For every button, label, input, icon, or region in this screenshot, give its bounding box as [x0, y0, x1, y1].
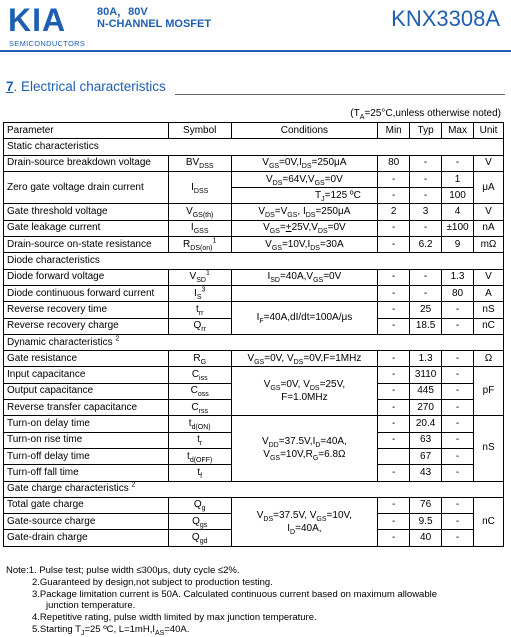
unit-cell: V [474, 155, 504, 171]
symbol-cell: $Q_{gd}$ [168, 530, 231, 546]
company-logo-subtitle: SEMICONDUCTORS [9, 39, 86, 48]
symbol-cell: $Q_{gs}$ [168, 514, 231, 530]
typ-cell: 3 [410, 204, 442, 220]
min-cell: - [378, 432, 410, 448]
max-cell: - [442, 318, 474, 334]
typ-cell: 9.5 [410, 514, 442, 530]
typ-cell: 40 [410, 530, 442, 546]
condition-cell: $V_{DD}=37.5V,I_D=40A$, $V_{GS}=10V,R_G=6.8\Omega$ [231, 416, 378, 481]
unit-cell: A [474, 285, 504, 301]
min-cell: - [378, 497, 410, 513]
typ-cell: 445 [410, 383, 442, 399]
max-cell: 1.3 [442, 269, 474, 285]
section-title: . Electrical characteristics [13, 79, 166, 94]
unit-cell: mΩ [474, 237, 504, 253]
max-cell: - [442, 367, 474, 383]
table-row [4, 497, 504, 513]
param-cell: Gate leakage current [4, 220, 169, 236]
max-cell: - [442, 416, 474, 432]
footnote-ref: 1 [205, 269, 210, 277]
param-cell: Turn-off delay time [4, 448, 169, 464]
unit-cell: nS [474, 416, 504, 481]
param-cell: Total gate charge [4, 497, 169, 513]
device-type: N-CHANNEL MOSFET [97, 18, 212, 30]
max-cell: - [442, 465, 474, 481]
typ-cell: 67 [410, 448, 442, 464]
param-cell: Turn-off fall time [4, 465, 169, 481]
symbol-cell: $BV_{DSS}$ [168, 155, 231, 171]
min-cell: - [378, 351, 410, 367]
symbol-cell: $V_{SD}^1$ [168, 269, 231, 285]
section-row-diode [4, 253, 504, 269]
unit-cell: V [474, 204, 504, 220]
condition-cell: $V_{GS}=0V,I_{DS}=250\mu A$ [231, 155, 378, 171]
condition-cell [231, 285, 378, 301]
unit-cell: nC [474, 497, 504, 546]
max-cell: - [442, 383, 474, 399]
typ-cell: 25 [410, 302, 442, 318]
symbol-cell: $C_{iss}$ [168, 367, 231, 383]
condition-cell: $V_{GS}=10V,I_{DS}=30A$ [231, 237, 378, 253]
table-row [4, 302, 504, 318]
section-number: 7 [6, 79, 14, 94]
table-row [4, 416, 504, 432]
condition-cell: $V_{DS}=64V,V_{GS}=0V$ [231, 171, 378, 187]
min-cell [378, 448, 410, 464]
typ-cell: 1.3 [410, 351, 442, 367]
min-cell: - [378, 188, 410, 204]
table-row [4, 367, 504, 383]
param-cell: Gate resistance [4, 351, 169, 367]
header-symbol: Symbol [168, 123, 231, 139]
section-divider [175, 94, 505, 95]
param-cell: Output capacitance [4, 383, 169, 399]
max-cell: - [442, 530, 474, 546]
typ-cell: - [410, 220, 442, 236]
part-number: KNX3308A [391, 6, 500, 31]
section-row-dynamic [4, 334, 504, 350]
min-cell: - [378, 514, 410, 530]
param-cell: Reverse recovery charge [4, 318, 169, 334]
min-cell: - [378, 285, 410, 301]
symbol-cell: $t_{rr}$ [168, 302, 231, 318]
diode-title: Diode characteristics [4, 253, 504, 269]
param-cell: Gate threshold voltage [4, 204, 169, 220]
note-4: 4.Repetitive rating, pulse width limited by max junction temperature. [32, 612, 317, 624]
header-unit: Unit [474, 123, 504, 139]
condition-cell: $I_{SD}=40A,V_{GS}=0V$ [231, 269, 378, 285]
header-min: Min [378, 123, 410, 139]
condition-cell: $V_{GS}=0V$, $V_{DS}=0V,F=1MHz$ [231, 351, 378, 367]
typ-cell: - [410, 188, 442, 204]
max-cell: - [442, 448, 474, 464]
param-cell: Reverse transfer capacitance [4, 400, 169, 416]
gate-title-cell [4, 481, 504, 497]
min-cell: - [378, 416, 410, 432]
unit-cell: pF [474, 367, 504, 416]
unit-cell: nA [474, 220, 504, 236]
typ-cell: 3110 [410, 367, 442, 383]
typ-cell: 6.2 [410, 237, 442, 253]
unit-cell: V [474, 269, 504, 285]
typ-cell: 18.5 [410, 318, 442, 334]
min-cell: - [378, 318, 410, 334]
max-cell: 9 [442, 237, 474, 253]
param-cell: Gate-source charge [4, 514, 169, 530]
max-cell: - [442, 400, 474, 416]
footnote-ref: 1 [212, 237, 217, 245]
table-row [4, 204, 504, 220]
typ-cell: - [410, 269, 442, 285]
symbol-cell: $Q_g$ [168, 497, 231, 513]
header-rule [0, 50, 511, 52]
header-conditions: Conditions [231, 123, 378, 139]
condition-cell: $T_J=125$ ºC [231, 188, 378, 204]
page-header [0, 0, 511, 52]
rating-line: 80A，80V [97, 6, 148, 18]
max-cell: 100 [442, 188, 474, 204]
table-row [4, 155, 504, 171]
max-cell: ±100 [442, 220, 474, 236]
symbol-cell: $I_S^3$ [168, 285, 231, 301]
unit-cell: Ω [474, 351, 504, 367]
symbol-cell: $C_{oss}$ [168, 383, 231, 399]
header-typ: Typ [410, 123, 442, 139]
gate-title: Gate charge characteristics [7, 483, 129, 495]
symbol-cell: $R_{DS(on)}^1$ [168, 237, 231, 253]
param-cell: Diode forward voltage [4, 269, 169, 285]
electrical-characteristics-table [3, 122, 504, 547]
typ-cell: 43 [410, 465, 442, 481]
min-cell: - [378, 465, 410, 481]
symbol-cell: $t_r$ [168, 432, 231, 448]
param-cell: Turn-on delay time [4, 416, 169, 432]
condition-cell: $I_F=40A,dI/dt=100A/\mu s$ [231, 302, 378, 335]
param-cell: Reverse recovery time [4, 302, 169, 318]
condition-cell: $V_{GS}=0V$, $V_{DS}=25V$, F=1.0MHz [231, 367, 378, 416]
symbol-cell: $Q_{rr}$ [168, 318, 231, 334]
min-cell: - [378, 383, 410, 399]
static-title: Static characteristics [4, 139, 504, 155]
symbol-cell: $C_{rss}$ [168, 400, 231, 416]
typ-cell: - [410, 285, 442, 301]
note-1: Note:1. Pulse test; pulse width ≤300μs, duty cycle ≤2%. [6, 565, 240, 576]
company-logo: KIA [8, 2, 67, 38]
typ-cell: 270 [410, 400, 442, 416]
typ-cell: - [410, 171, 442, 187]
table-row [4, 220, 504, 236]
param-cell: Turn-on rise time [4, 432, 169, 448]
symbol-cell: $I_{DSS}$ [168, 171, 231, 204]
condition-cell: $V_{DS}=37.5V$, $V_{GS}=10V$, $I_D=40A$, [231, 497, 378, 546]
max-cell: - [442, 351, 474, 367]
dynamic-title-cell [4, 334, 504, 350]
max-cell: - [442, 155, 474, 171]
min-cell: - [378, 237, 410, 253]
test-condition-note: ($T_A=25^\circ C,unless$ otherwise noted) [350, 108, 501, 121]
min-cell: - [378, 302, 410, 318]
max-cell: - [442, 514, 474, 530]
max-cell: - [442, 302, 474, 318]
min-cell: - [378, 269, 410, 285]
unit-cell: nC [474, 318, 504, 334]
max-cell: - [442, 497, 474, 513]
typ-cell: 76 [410, 497, 442, 513]
note-5: 5.Starting $T_J=25$ ºC, $L=1mH,I_{AS}=40A$. [32, 623, 190, 637]
table-row [4, 351, 504, 367]
table-row [4, 285, 504, 301]
note-3-cont: junction temperature. [46, 600, 136, 612]
param-cell: Drain-source on-state resistance [4, 237, 169, 253]
dynamic-title: Dynamic characteristics [7, 336, 113, 348]
table-header-row [4, 123, 504, 139]
param-cell: Gate-drain charge [4, 530, 169, 546]
max-cell: 80 [442, 285, 474, 301]
table-row [4, 269, 504, 285]
max-cell: 4 [442, 204, 474, 220]
unit-cell: nS [474, 302, 504, 318]
min-cell: - [378, 400, 410, 416]
note-3: 3.Package limitation current is 50A. Calculated continuous current based on maximum allowable [32, 588, 438, 600]
param-cell: Diode continuous forward current [4, 285, 169, 301]
max-cell: - [442, 432, 474, 448]
condition-cell: $V_{DS}=V_{GS}$, $I_{DS}=250\mu A$ [231, 204, 378, 220]
min-cell: - [378, 171, 410, 187]
min-cell: - [378, 530, 410, 546]
footnotes [6, 565, 506, 636]
typ-cell: 20.4 [410, 416, 442, 432]
header-parameter: Parameter [4, 123, 169, 139]
symbol-cell: $t_f$ [168, 465, 231, 481]
section-heading [6, 79, 166, 94]
footnote-ref: 3 [201, 286, 206, 294]
symbol-cell: $t_{d(OFF)}$ [168, 448, 231, 464]
min-cell: - [378, 220, 410, 236]
symbol-cell: $t_{d(ON)}$ [168, 416, 231, 432]
header-max: Max [442, 123, 474, 139]
min-cell: - [378, 367, 410, 383]
param-cell: Zero gate voltage drain current [4, 171, 169, 204]
min-cell: 2 [378, 204, 410, 220]
condition-cell: $V_{GS}=+25V,V_{DS}=0V$ [231, 220, 378, 236]
table-row [4, 237, 504, 253]
param-cell: Drain-source breakdown voltage [4, 155, 169, 171]
max-cell: 1 [442, 171, 474, 187]
footnote-ref: 2 [131, 481, 136, 489]
symbol-cell: $R_G$ [168, 351, 231, 367]
symbol-cell: $V_{GS(th)}$ [168, 204, 231, 220]
typ-cell: 63 [410, 432, 442, 448]
param-cell: Input capacitance [4, 367, 169, 383]
unit-cell: μA [474, 171, 504, 204]
section-row-static [4, 139, 504, 155]
footnote-ref: 2 [115, 335, 120, 343]
min-cell: 80 [378, 155, 410, 171]
symbol-cell: $I_{GSS}$ [168, 220, 231, 236]
note-2: 2.Guaranteed by design,not subject to production testing. [32, 576, 273, 588]
table-row [4, 171, 504, 187]
typ-cell: - [410, 155, 442, 171]
section-row-gate-charge [4, 481, 504, 497]
